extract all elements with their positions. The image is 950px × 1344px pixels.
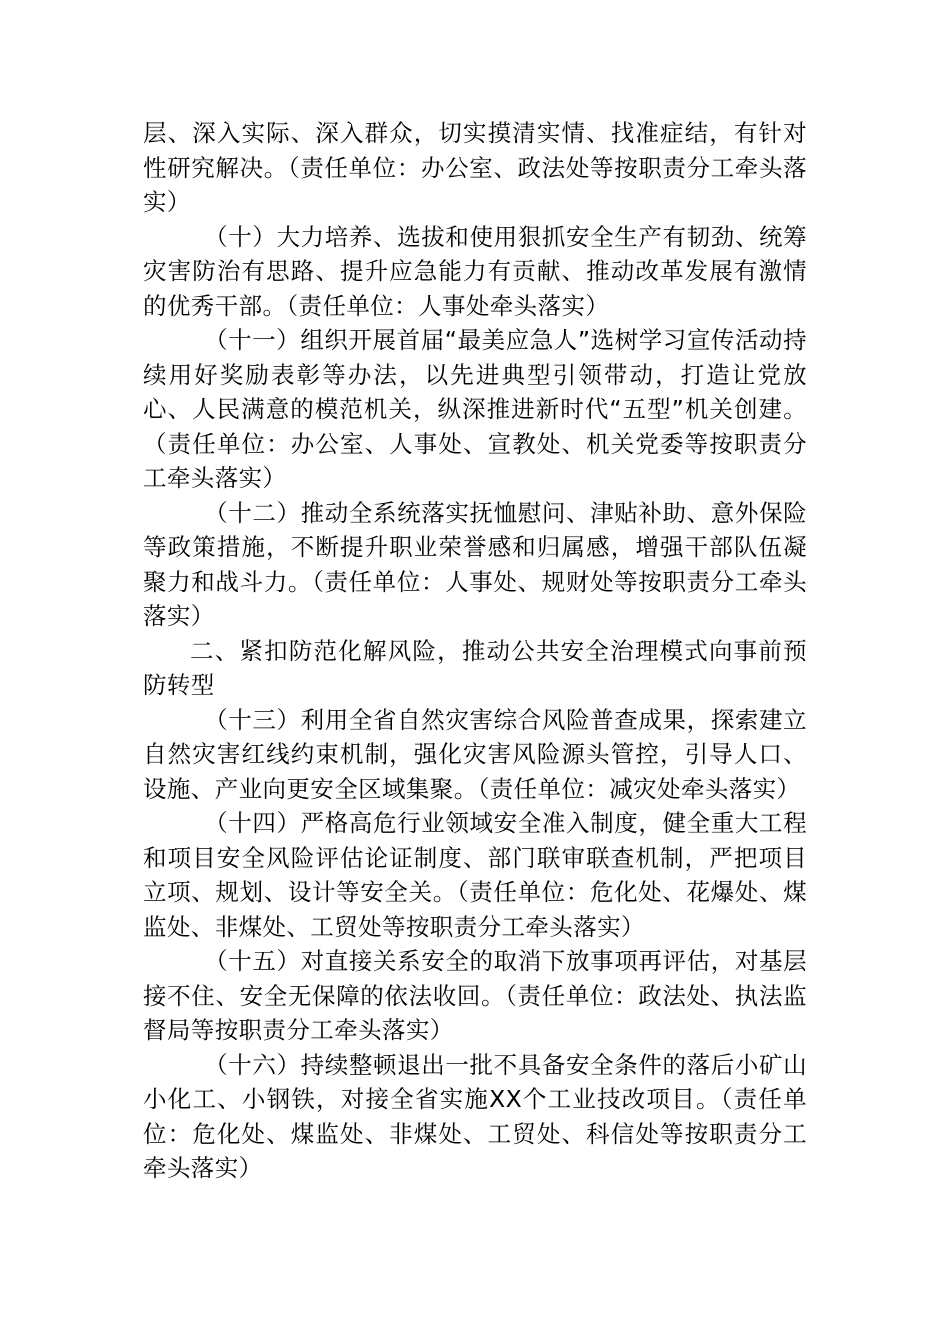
- paragraph-continuation: 层、深入实际、深入群众，切实摸清实情、找准症结，有针对性研究解决。（责任单位：办公室、政法处等按职责分工牵头落实）: [143, 119, 807, 216]
- paragraph-item-16: （十六）持续整顿退出一批不具备安全条件的落后小矿山小化工、小钢铁，对接全省实施XX个工业技改项目。（责任单位：危化处、煤监处、非煤处、工贸处、科信处等按职责分工牵头落实）: [143, 1050, 807, 1182]
- paragraph-item-11: （十一）组织开展首届“最美应急人”选树学习宣传活动持续用好奖励表彰等办法，以先进典型引领带动，打造让党放心、人民满意的模范机关，纵深推进新时代“五型”机关创建。（责任单位：办公室、人事处、宣教处、机关党委等按职责分工牵头落实）: [143, 326, 807, 492]
- paragraph-item-10: （十）大力培养、选拔和使用狠抓安全生产有韧劲、统筹灾害防治有思路、提升应急能力有贡献、推动改革发展有激情的优秀干部。（责任单位：人事处牵头落实）: [143, 222, 807, 320]
- document-page: [143, 116, 807, 1186]
- paragraph-item-13: （十三）利用全省自然灾害综合风险普查成果，探索建立自然灾害红线约束机制，强化灾害风险源头管控，引导人口、设施、产业向更安全区域集聚。（责任单位：减灾处牵头落实）: [143, 705, 807, 803]
- paragraph-item-15: （十五）对直接关系安全的取消下放事项再评估，对基层接不住、安全无保障的依法收回。（责任单位：政法处、执法监督局等按职责分工牵头落实）: [143, 947, 807, 1044]
- paragraph-item-12: （十二）推动全系统落实抚恤慰问、津贴补助、意外保险等政策措施，不断提升职业荣誉感和归属感，增强干部队伍凝聚力和战斗力。（责任单位：人事处、规财处等按职责分工牵头落实）: [143, 498, 807, 630]
- section-heading-2: 二、紧扣防范化解风险，推动公共安全治理模式向事前预防转型: [143, 636, 807, 699]
- paragraph-item-14: （十四）严格高危行业领域安全准入制度，健全重大工程和项目安全风险评估论证制度、部门联审联查机制，严把项目立项、规划、设计等安全关。（责任单位：危化处、花爆处、煤监处、非煤处、工贸处等按职责分工牵头落实）: [143, 809, 807, 941]
